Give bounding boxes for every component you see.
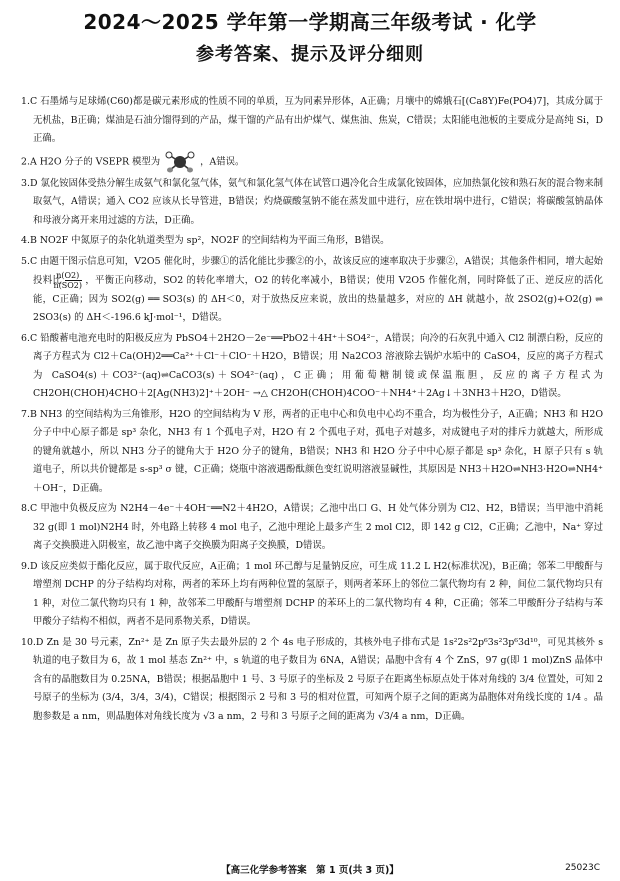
paper-code: 25023C bbox=[565, 863, 600, 873]
answer-number: 3.D bbox=[21, 177, 38, 189]
answer-item bbox=[21, 175, 603, 231]
answer-number: 2.A bbox=[21, 156, 37, 167]
answer-item bbox=[21, 232, 603, 251]
answer-text: 石墨烯与足球烯(C60)都是碳元素形成的性质不同的单质，互为同素异形体，A正确；月壤中的嫦娥石[(Ca8Y)Fe(PO4)7]，其成分属于无机盐，B正确；煤油是石油分馏得到的产品，煤干馏的产品有出炉煤气、煤焦油、焦炭，C错误；太阳能电池板的主要成分是高纯 Si，D正确。 bbox=[33, 96, 603, 144]
answer-item bbox=[21, 93, 603, 149]
fraction-inline: 3/4 bbox=[519, 673, 535, 685]
answer-text: NO2F 中氮原子的杂化轨道类型为 sp²，NO2F 的空间结构为平面三角形，B错误。 bbox=[39, 235, 390, 246]
answer-text: 氯化铵固体受热分解生成氨气和氯化氢气体，氨气和氯化氢气体在试管口遇冷化合生成氯化铵固体，应加热氯化铵和熟石灰的混合物来制取氨气，A错误；通入 CO2 应该从长导管进，B错误；灼烧碳酸氢钠不能在蒸发皿中进行，应在铁坩埚中进行，C错误；将碳酸氢钠晶体和母液分离开来用过滤的方法，D正确。 bbox=[33, 177, 603, 226]
answer-number: 9.D bbox=[21, 560, 38, 572]
fraction bbox=[53, 271, 83, 290]
answer-text: 甲池中负极反应为 N2H4－4e⁻＋4OH⁻══N2＋4H2O，A错误；乙池中出口 G、H 处气体分别为 Cl2、H2，B错误；当甲池中消耗 32 g(即 1 mol)N2H4 时，外电路上转移 4 mol 电子，乙池中理论上最多产生 2 mol Cl2，即 142 g Cl2，C正确；乙池中，Na⁺ 穿过离子交换膜进入阴极室，故乙池中离子交换膜为阳离子交换膜，D错误。 bbox=[33, 503, 603, 551]
fraction-inline: 1/4 bbox=[566, 692, 582, 703]
answer-list bbox=[21, 93, 603, 728]
answer-number: 7.B bbox=[21, 408, 37, 420]
answer-text: H2O 分子的 VSEPR 模型为 bbox=[39, 156, 161, 167]
answer-item bbox=[21, 406, 603, 499]
answer-item bbox=[21, 500, 603, 556]
answer-text-tail: 。晶胞参数是 a nm，则晶胞体对角线长度为 √3 a nm，2 号和 3 号原子之间的距离为 √3/4 a nm，D正确。 bbox=[33, 692, 603, 722]
vsepr-model-icon bbox=[163, 151, 197, 173]
page-title: 2024～2025 学年第一学期高三年级考试 · 化学 bbox=[83, 10, 537, 34]
answer-item bbox=[21, 151, 603, 173]
answer-text: Zn 是 30 号元素，Zn²⁺ 是 Zn 原子失去最外层的 2 个 4s 电子形成的，其核外电子排布式是 1s²2s²2p⁶3s²3p⁶3d¹⁰，可见其核外 s 轨道的电子数目为 6，故 1 mol 基态 Zn²⁺ 中，s 轨道的电子数目为 6NA，A错误；晶胞中含有 4 个 ZnS，97 g(即 1 mol)ZnS 晶体中含有的晶胞数目为 0.25NA，B错误；根据晶胞中 1 号、3 号原子的坐标及 2 号原子在距离坐标原点处于体对角线的 bbox=[33, 636, 604, 685]
answer-text: 由题干图示信息可知，V2O5 催化时，步骤①的活化能比步骤②的小，故该反应的速率取决于步骤②，A错误；其他条件相同，增大起始投料比 bbox=[33, 255, 603, 286]
answer-item bbox=[21, 253, 603, 328]
answer-item bbox=[21, 634, 603, 727]
answer-number: 4.B bbox=[21, 235, 37, 246]
answer-text-mid: 位置处，可知 2 号原子的坐标为 (3/4，3/4，3/4)，C错误；根据图示 2 号和 3 号的相对位置，可知两个原子之间的距离为晶胞体对角线长度的 bbox=[33, 673, 603, 703]
page-subtitle: 参考答案、提示及评分细则 bbox=[196, 44, 424, 65]
answer-text: 该反应类似于酯化反应，属于取代反应，A正确；1 mol 环己醇与足量钠反应，可生成 11.2 L H2(标准状况)，B正确；邻苯二甲酸酐与增塑剂 DCHP 的分子结构均对称，两者的苯环上均有两种位置的氢原子，则两者苯环上的邻位二氯代物均有 2 种，间位二氯代物均只有 1 种，对位二氯代物均只有 1 种，故邻苯二甲酸酐与增塑剂 DCHP 的苯环上的二氯代物均有 4 种，C正确；邻苯二甲酸酐分子结构与苯甲酸分子结构不相似，两者不是同系物关系，D错误。 bbox=[33, 560, 603, 627]
answer-number: 6.C bbox=[21, 332, 38, 344]
fraction-numerator: n(O2) bbox=[65, 271, 82, 281]
answer-text: 铅酸蓄电池充电时的阳极反应为 PbSO4＋2H2O－2e⁻══PbO2＋4H⁺＋SO4²⁻，A错误；向冷的石灰乳中通入 Cl2 制漂白粉，反应的离子方程式为 Cl2＋Ca(OH)2══Ca²⁺＋Cl⁻＋ClO⁻＋H2O，B错误；用 Na2CO3 溶液除去锅炉水垢中的 CaSO4，反应的离子方程式为 CaSO4(s)＋CO3²⁻(aq)⇌CaCO3(s)＋SO4²⁻(aq)，C正确；用葡萄糖制镜或保温瓶胆，反应的离子方程式为 CH2OH(CHOH)4CHO＋2[Ag(NH3)2]⁺＋2OH⁻ →△ CH2OH(CHOH)4COO⁻＋NH4⁺＋2Ag↓＋3NH3＋H2O，D错误。 bbox=[33, 332, 603, 399]
answer-number: 1.C bbox=[21, 96, 38, 107]
answer-number: 10.D bbox=[21, 636, 44, 648]
answer-item bbox=[21, 330, 603, 404]
page-footer: 【高三化学参考答案 第 1 页(共 3 页)】 bbox=[221, 865, 399, 876]
answer-text-tail: ，平衡正向移动，SO2 的转化率增大，O2 的转化率减小，B错误；使用 V2O5 作催化剂，同时降低了正、逆反应的活化能，C正确；因为 SO2(g) ══ SO3(s) 的 ΔH＜0，对于放热反应来说，放出的热量越多，对应的 ΔH 就越小，故 2SO2(g)+O2(g) ⇌ 2SO3(s) 的 ΔH＜-196.6 kJ·mol⁻¹，D错误。 bbox=[33, 275, 603, 323]
fraction-denominator: n(SO2) bbox=[53, 281, 83, 290]
answer-item bbox=[21, 558, 603, 632]
answer-number: 8.C bbox=[21, 503, 38, 514]
answer-number: 5.C bbox=[21, 255, 38, 267]
answer-text-tail: ，A错误。 bbox=[200, 156, 245, 167]
answer-text: NH3 的空间结构为三角锥形，H2O 的空间结构为 V 形，两者的正电中心和负电中心均不重合，均为极性分子，A正确；NH3 和 H2O 分子中中心原子都是 sp³ 杂化，NH3 有 1 个孤电子对，H2O 有 2 个孤电子对，孤电子对越多，对成键电子对的排斥力就越大，所形成的键角就越小，所以 NH3 分子的键角大于 H2O 分子的键角，B错误；NH3 和 H2O 分子中中心原子都是 sp³ 杂化，H 原子只有 s 轨道电子，所以共价键都是 s-sp³ σ 键，C正确；烧瓶中溶液遇酚酞颜色变红说明溶液显碱性，其原因是 NH3＋H2O⇌NH3·H2O⇌NH4⁺＋OH⁻，D正确。 bbox=[33, 408, 604, 494]
